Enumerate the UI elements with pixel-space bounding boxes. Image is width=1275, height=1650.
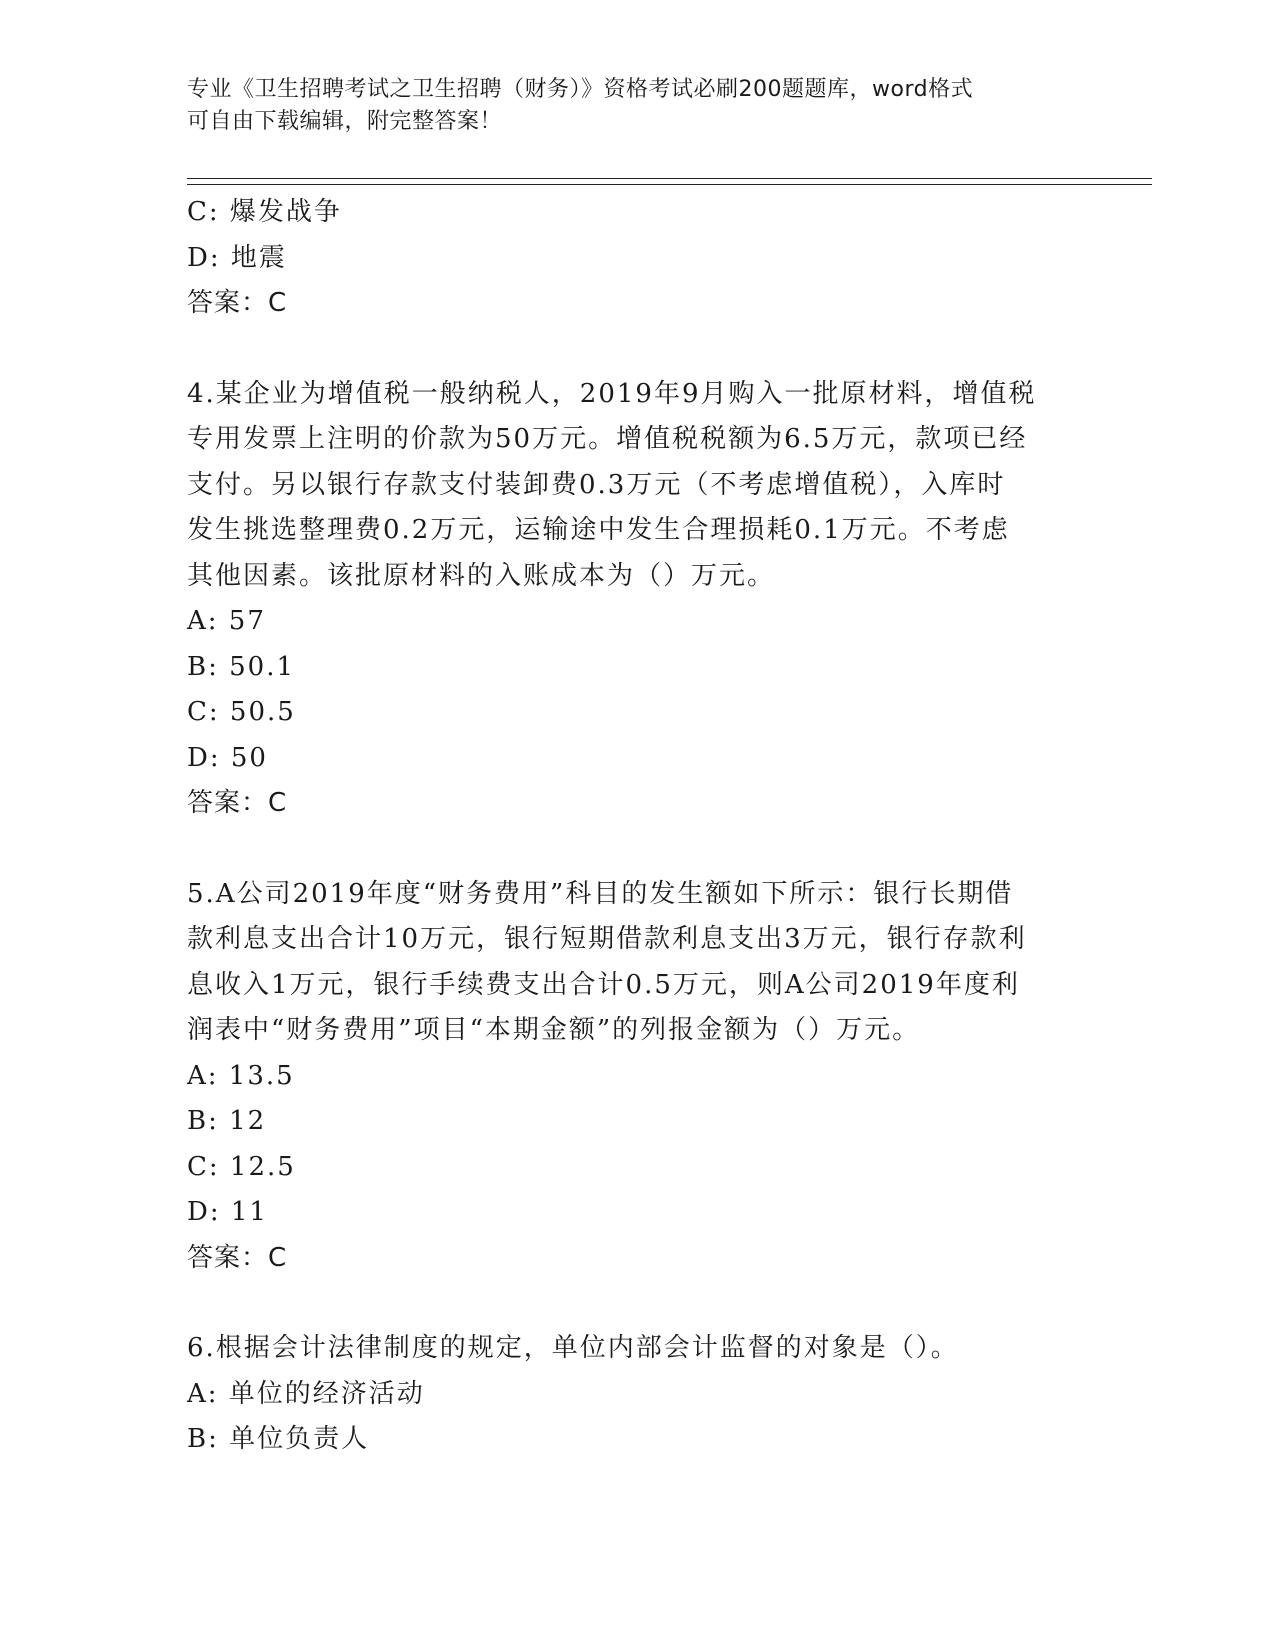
option-d: D: 地震 [187, 242, 287, 273]
header-line-2: 可自由下载编辑，附完整答案！ [187, 109, 503, 134]
spacer [187, 827, 1077, 872]
option-b: B: 50.1 [187, 651, 296, 682]
option-c: C: 爆发战争 [187, 197, 342, 227]
question-5 [187, 872, 1077, 1282]
question-text-line: 支付。另以银行存款支付装卸费0.3万元（不考虑增值税），入库时 [187, 469, 1006, 500]
header-divider [187, 178, 1152, 185]
question-text-line: 4.某企业为增值税一般纳税人，2019年9月购入一批原材料，增值税 [187, 378, 1037, 409]
question-4 [187, 372, 1077, 827]
question-text-line: 款利息支出合计10万元，银行短期借款利息支出3万元，银行存款利 [187, 924, 1027, 954]
answer-line: 答案：C [187, 1242, 288, 1273]
question-6 [187, 1326, 1077, 1463]
option-c: C: 12.5 [187, 1151, 296, 1182]
question-text-line: 润表中“财务费用”项目“本期金额”的列报金额为（）万元。 [187, 1015, 921, 1045]
question-text-line: 发生挑选整理费0.2万元，运输途中发生合理损耗0.1万元。不考虑 [187, 515, 1010, 545]
document-body [187, 190, 1077, 1463]
option-c: C: 50.5 [187, 697, 296, 727]
answer-line: 答案：C [187, 788, 288, 818]
question-text-line: 其他因素。该批原材料的入账成本为（）万元。 [187, 560, 776, 591]
spacer [187, 327, 1077, 372]
question-text-line: 专用发票上注明的价款为50万元。增值税税额为6.5万元，款项已经 [187, 424, 1028, 454]
document-header [187, 74, 1087, 138]
answer-line: 答案：C [187, 288, 288, 318]
option-b: B: 单位负责人 [187, 1424, 370, 1454]
option-a: A: 57 [187, 606, 266, 636]
option-d: D: 50 [187, 742, 268, 773]
option-a: A: 单位的经济活动 [187, 1378, 425, 1409]
option-b: B: 12 [187, 1106, 267, 1136]
option-d: D: 11 [187, 1197, 268, 1227]
header-line-1: 专业《卫生招聘考试之卫生招聘（财务）》资格考试必刷200题题库，word格式 [187, 77, 974, 102]
option-a: A: 13.5 [187, 1060, 295, 1091]
question-text-line: 6.根据会计法律制度的规定，单位内部会计监督的对象是（）。 [187, 1333, 959, 1363]
question-text-line: 5.A公司2019年度“财务费用”科目的发生额如下所示：银行长期借 [187, 878, 1014, 909]
question-text-line: 息收入1万元，银行手续费支出合计0.5万元，则A公司2019年度利 [187, 969, 1020, 1000]
spacer [187, 1281, 1077, 1326]
question-3 [187, 190, 1077, 327]
